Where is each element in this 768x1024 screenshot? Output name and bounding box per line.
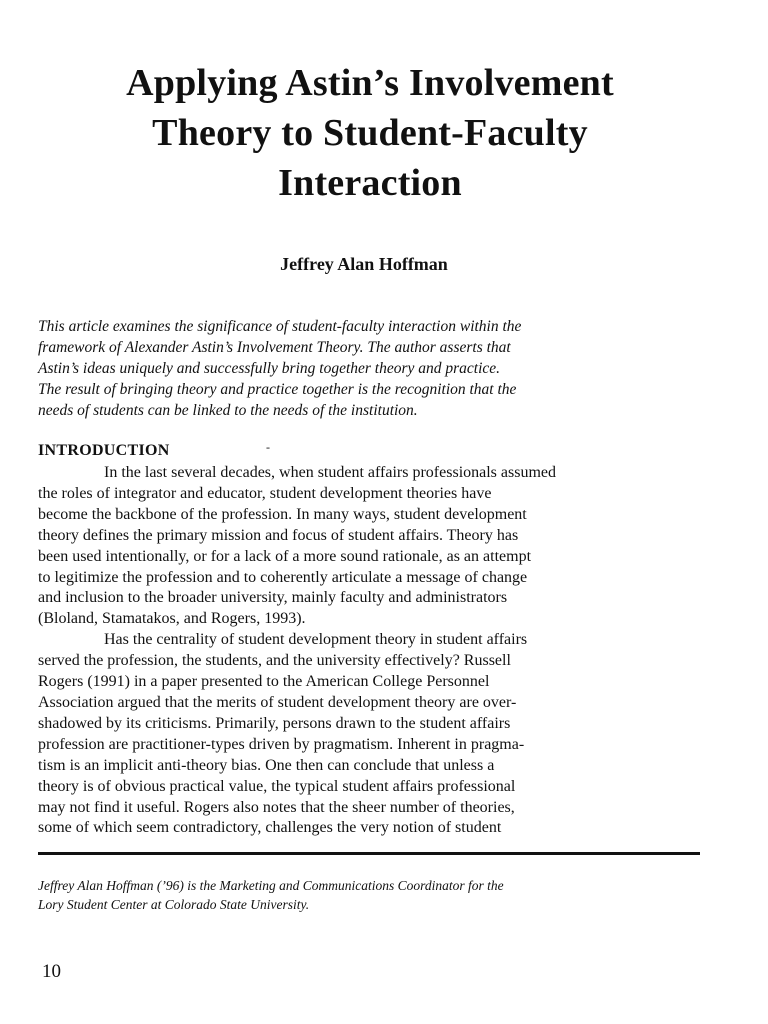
footnote-line: Lory Student Center at Colorado State University. — [38, 897, 310, 912]
body-line: and inclusion to the broader university, mainly faculty and administrators — [38, 589, 508, 607]
body-line: profession are practitioner-types driven by pragmatism. Inherent in pragma- — [38, 735, 525, 753]
body-line: Association argued that the merits of student development theory are over- — [38, 693, 517, 711]
author-name: Jeffrey Alan Hoffman — [280, 254, 448, 274]
page-number: 10 — [42, 961, 61, 982]
title-line: Theory to Student-Faculty — [152, 112, 588, 154]
body-line: In the last several decades, when student affairs professionals assumed — [104, 464, 557, 481]
body-text — [38, 463, 718, 839]
body-line: may not find it useful. Rogers also notes that the sheer number of theories, — [38, 798, 515, 816]
body-line: become the backbone of the profession. In many ways, student development — [38, 505, 527, 523]
abstract-line: Astin’s ideas uniquely and successfully bring together theory and practice. — [38, 360, 501, 377]
title-line: Applying Astin’s Involvement — [126, 62, 614, 104]
article-title — [30, 58, 710, 208]
body-line: served the profession, the students, and the university effectively? Russell — [38, 652, 511, 670]
footnote-divider — [38, 852, 700, 855]
body-line: theory defines the primary mission and focus of student affairs. Theory has — [38, 526, 519, 544]
body-line: Rogers (1991) in a paper presented to the American College Personnel — [38, 673, 490, 691]
body-line: the roles of integrator and educator, student development theories have — [38, 484, 492, 502]
section-heading-introduction: INTRODUCTION — [38, 442, 170, 459]
abstract-line: This article examines the significance of student-faculty interaction within the — [38, 318, 522, 335]
body-line: (Bloland, Stamatakos, and Rogers, 1993). — [38, 610, 306, 628]
stray-mark: - — [266, 440, 270, 454]
body-line: theory is of obvious practical value, the typical student affairs professional — [38, 777, 516, 795]
body-line: tism is an implicit anti-theory bias. One then can conclude that unless a — [38, 756, 495, 774]
title-line: Interaction — [278, 162, 462, 204]
abstract-line: The result of bringing theory and practice together is the recognition that the — [38, 381, 517, 398]
body-line: to legitimize the profession and to coherently articulate a message of change — [38, 568, 528, 586]
body-line: been used intentionally, or for a lack of a more sound rationale, as an attempt — [38, 547, 532, 565]
footnote-line: Jeffrey Alan Hoffman (’96) is the Marketing and Communications Coordinator for the — [38, 878, 504, 893]
body-line: Has the centrality of student development theory in student affairs — [104, 631, 528, 649]
body-line: some of which seem contradictory, challenges the very notion of student — [38, 819, 502, 837]
abstract-line: needs of students can be linked to the needs of the institution. — [38, 402, 418, 419]
body-line: shadowed by its criticisms. Primarily, persons drawn to the student affairs — [38, 714, 511, 732]
author-footnote — [38, 876, 718, 914]
abstract-line: framework of Alexander Astin’s Involvement Theory. The author asserts that — [38, 339, 511, 356]
abstract — [38, 316, 718, 421]
